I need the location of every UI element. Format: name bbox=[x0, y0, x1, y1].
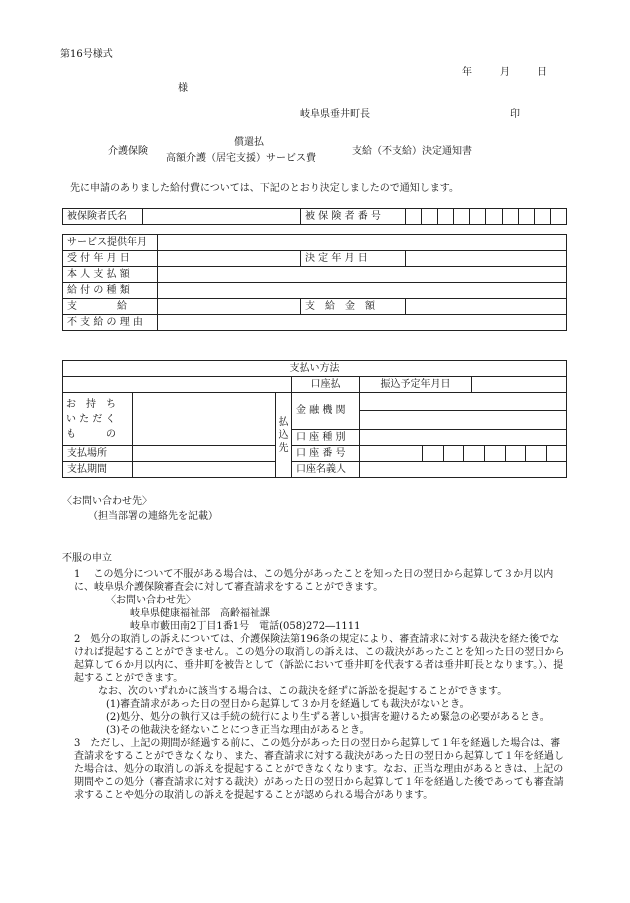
received-date-label: 受 付 年 月 日 bbox=[63, 251, 158, 267]
pay-period-value bbox=[133, 462, 276, 478]
objection-item-3: (3)その他裁決を経ないことにつき正当な理由があるとき。 bbox=[106, 725, 370, 736]
service-month-value bbox=[158, 235, 567, 251]
title-upper: 償還払 bbox=[234, 137, 264, 148]
pay-amount-value bbox=[406, 299, 567, 315]
objection-paragraph-3: 3 ただし、上記の期間が経過する前に、この処分があった日の翌日から起算して１年を経過した場合は、審査請求をすることができなくなり、また、審査請求に対する裁決があった日の翌日から起算して１年を経過した場合は、処分の取消しの訴えを提起することができなくなります。なお、正当な理由があるときは、上記の期間やこの処分（審査請求に対する裁決）があった日の翌日から起算して１年を経過した後であっても審査請求することや処分の取消しの訴えを提起することが認められる場合があります。 bbox=[74, 738, 564, 801]
pay-place-label: 支払場所 bbox=[63, 446, 133, 462]
contact-note: （担当部署の連絡先を記載） bbox=[88, 511, 218, 522]
bring-items-value bbox=[133, 393, 276, 446]
nonpay-reason-label: 不 支 給 の 理 由 bbox=[63, 315, 158, 331]
account-type-label: 口 座 種 別 bbox=[292, 429, 360, 445]
payment-table bbox=[62, 360, 567, 478]
bring-items-line-2: い た だ く bbox=[66, 413, 116, 425]
pay-label: 支 給 bbox=[63, 299, 158, 315]
benefit-table bbox=[62, 234, 567, 331]
issuer: 岐阜県垂井町長 bbox=[300, 109, 370, 120]
insured-name-value bbox=[143, 209, 301, 225]
date-day-label: 日 bbox=[537, 67, 547, 78]
insured-table bbox=[62, 208, 567, 225]
insured-name-label: 被保険者氏名 bbox=[63, 209, 143, 225]
pay-place-value bbox=[133, 446, 276, 462]
insured-number-label: 被 保 険 者 番 号 bbox=[301, 209, 406, 225]
account-number-label: 口 座 番 号 bbox=[292, 446, 360, 462]
account-number-boxes bbox=[360, 446, 567, 462]
nonpay-reason-value bbox=[158, 315, 567, 331]
pay-period-label: 支払期間 bbox=[63, 462, 133, 478]
objection-paragraph-1: 1 この処分について不服がある場合は、この処分があったことを知った日の翌日から起算して３か月以内に、岐阜県介護保険審査会に対して審査請求をすることができます。 bbox=[74, 569, 554, 593]
benefit-type-label: 給 付 の 種 類 bbox=[63, 283, 158, 299]
insured-number-boxes bbox=[406, 209, 567, 225]
bring-items-line-3: も の bbox=[66, 428, 116, 440]
intro-text: 先に申請のありました給付費については、下記のとおり決定しましたので通知します。 bbox=[70, 183, 459, 194]
objection-contact-heading: 〈お問い合わせ先〉 bbox=[106, 595, 196, 606]
date-month-label: 月 bbox=[500, 67, 510, 78]
self-pay-label: 本 人 支 払 額 bbox=[63, 267, 158, 283]
account-holder-label: 口座名義人 bbox=[292, 462, 360, 478]
decision-date-label: 決 定 年 月 日 bbox=[301, 251, 406, 267]
transfer-dest-label: 払込先 bbox=[276, 393, 292, 478]
objection-paragraph-2: 2 処分の取消しの訴えについては、介護保険法第196条の規定により、審査請求に対する裁決を経た後でなければ提起することができません。この処分の取消しの訴えは、この裁決があったことを知った日の翌日から起算して６か月以内に、垂井町を被告として（訴訟において垂井町を代表する者は垂井町長となります。）、提起することができます。 bbox=[74, 634, 565, 684]
objection-contact-address: 岐阜市藪田南2丁目1番1号 電話(058)272―1111 bbox=[130, 621, 361, 632]
self-pay-value bbox=[158, 267, 567, 283]
bank-value-bottom bbox=[360, 411, 567, 429]
objection-item-1: (1)審査請求があった日の翌日から起算して３か月を経過しても裁決がないとき。 bbox=[106, 699, 470, 710]
title-suffix: 支給（不支給）決定通知書 bbox=[352, 146, 472, 157]
recipient-suffix: 様 bbox=[178, 83, 188, 94]
service-month-label: サービス提供年月 bbox=[63, 235, 158, 251]
bank-label: 金 融 機 関 bbox=[292, 393, 360, 430]
bring-items-label bbox=[63, 393, 133, 446]
title-lower: 高額介護（居宅支援）サービス費 bbox=[166, 153, 316, 164]
benefit-type-value bbox=[158, 283, 567, 299]
objection-contact-dept: 岐阜県健康福祉部 高齢福祉課 bbox=[130, 608, 270, 619]
payment-blank-cell bbox=[63, 377, 292, 393]
objection-item-2: (2)処分、処分の執行又は手続の続行により生ずる著しい損害を避けるため緊急の必要があるとき。 bbox=[106, 712, 550, 723]
pay-value bbox=[158, 299, 301, 315]
title-prefix: 介護保険 bbox=[108, 146, 148, 157]
contact-heading: 〈お問い合わせ先〉 bbox=[62, 496, 152, 507]
decision-date-value bbox=[406, 251, 567, 267]
date-year-label: 年 bbox=[462, 67, 472, 78]
account-type-value bbox=[360, 429, 567, 445]
transfer-date-label: 振込予定年月日 bbox=[360, 377, 472, 393]
seal-mark: 印 bbox=[510, 109, 520, 120]
objection-title: 不服の申立 bbox=[62, 553, 112, 564]
transfer-date-value bbox=[472, 377, 567, 393]
pay-amount-label: 支 給 金 額 bbox=[301, 299, 406, 315]
bring-items-line-1: お 持 ち bbox=[66, 398, 116, 410]
objection-body bbox=[62, 568, 567, 802]
account-pay-label: 口座払 bbox=[292, 377, 360, 393]
payment-section-title: 支払い方法 bbox=[63, 361, 567, 377]
objection-paragraph-2b: なお、次のいずれかに該当する場合は、この裁決を経ずに訴訟を提起することができます。 bbox=[98, 686, 508, 697]
bank-value-top bbox=[360, 393, 567, 411]
received-date-value bbox=[158, 251, 301, 267]
account-holder-value bbox=[360, 462, 567, 478]
form-number: 第16号様式 bbox=[60, 49, 113, 60]
